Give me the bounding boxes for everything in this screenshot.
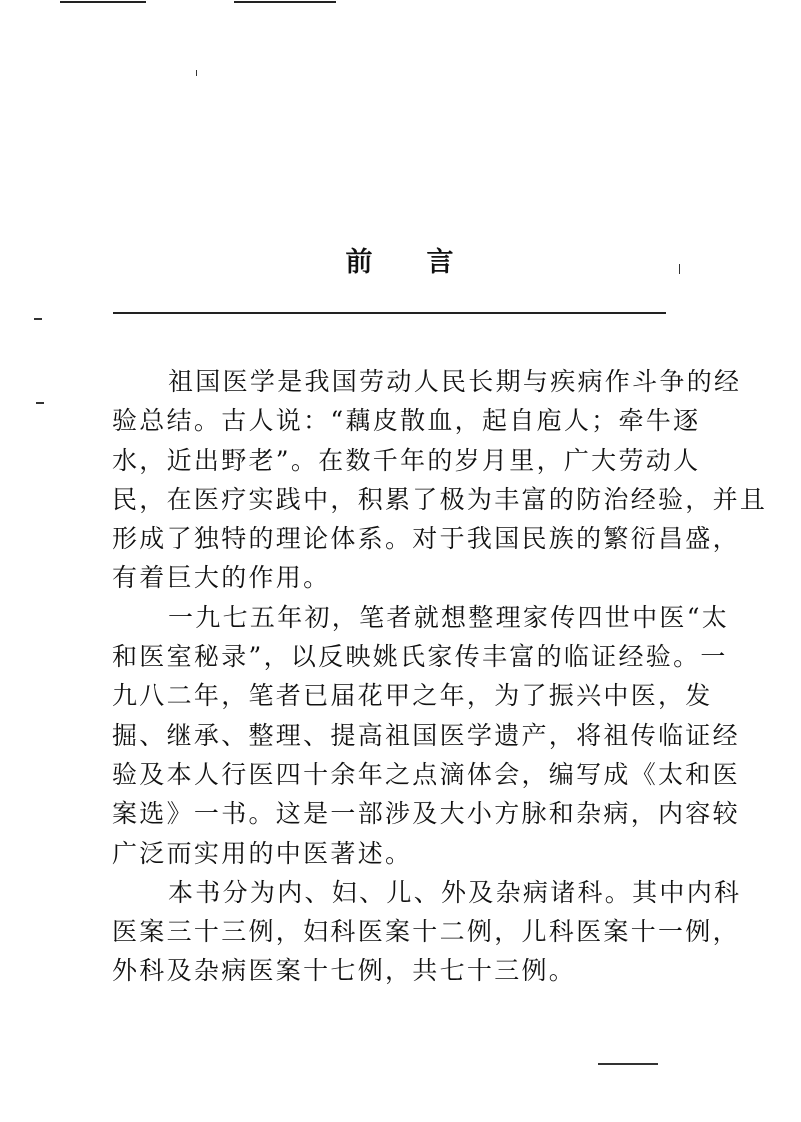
page-title xyxy=(0,240,801,279)
text-line: 本书分为内、妇、儿、外及杂病诸科。其中内科 xyxy=(168,877,742,907)
text-line: 掘、继承、整理、提高祖国医学遗产，将祖传临证经 xyxy=(112,720,740,750)
text-line: 和医室秘录”，以反映姚氏家传丰富的临证经验。一 xyxy=(112,642,728,672)
preface-body xyxy=(112,362,768,991)
text-line: 民，在医疗实践中，积累了极为丰富的防治经验，并且 xyxy=(112,484,768,514)
title-char-1: 前 xyxy=(345,247,375,279)
text-line: 水，近出野老”。在数千年的岁月里，广大劳动人 xyxy=(112,445,701,475)
text-line: 医案三十三例，妇科医案十二例，儿科医案十一例， xyxy=(112,917,740,947)
text-line: 一九七五年初，笔者就想整理家传四世中医“太 xyxy=(168,602,730,632)
paragraph-3 xyxy=(112,873,742,991)
text-line: 外科及杂病医案十七例，共七十三例。 xyxy=(112,956,577,986)
text-line: 祖国医学是我国劳动人民长期与疾病作斗争的经 xyxy=(168,367,742,396)
text-line: 验总结。古人说：“藕皮散血，起自庖人；牵牛逐 xyxy=(112,406,701,436)
text-line: 形成了独特的理论体系。对于我国民族的繁衍昌盛， xyxy=(112,524,740,554)
title-char-2: 言 xyxy=(426,247,456,279)
text-line: 验及本人行医四十余年之点滴体会，编写成《太和医 xyxy=(112,759,740,789)
paragraph-1 xyxy=(112,362,768,598)
scan-mark xyxy=(196,70,197,76)
text-line: 有着巨大的作用。 xyxy=(112,563,331,593)
scan-edge-line xyxy=(234,1,336,3)
scan-edge-line xyxy=(60,1,146,3)
scan-mark xyxy=(36,402,44,404)
text-line: 案选》一书。这是一部涉及大小方脉和杂病，内容较 xyxy=(112,799,740,829)
text-line: 九八二年，笔者已届花甲之年，为了振兴中医，发 xyxy=(112,681,713,711)
text-line: 广泛而实用的中医著述。 xyxy=(112,838,413,868)
paragraph-2 xyxy=(112,598,740,873)
scan-mark xyxy=(34,318,42,320)
scan-mark xyxy=(598,1063,658,1065)
title-divider xyxy=(113,312,666,314)
